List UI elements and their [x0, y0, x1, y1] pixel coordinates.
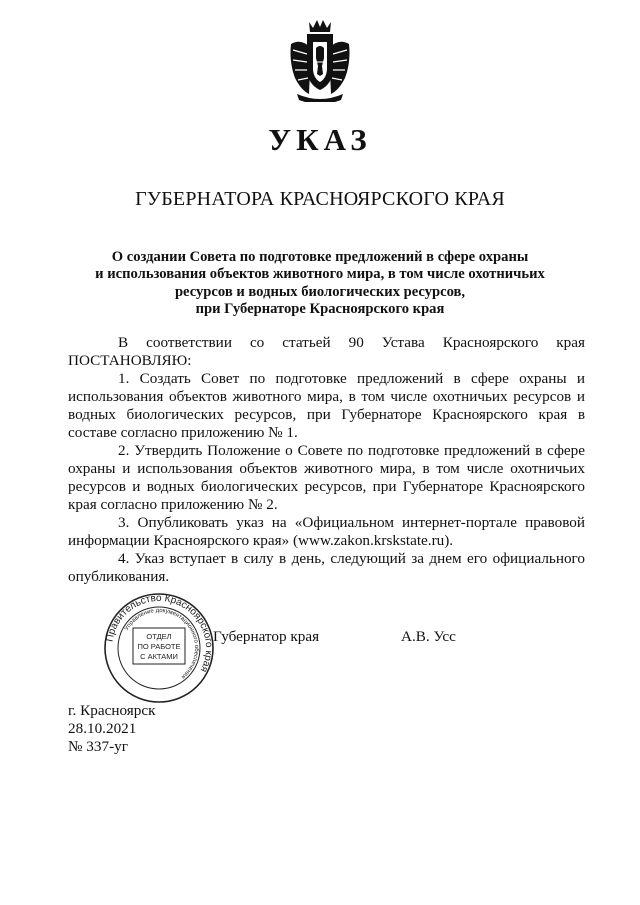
signatory-name: А.В. Усс: [401, 628, 456, 645]
preamble-word: В: [118, 334, 129, 351]
preamble: [68, 334, 585, 352]
stamp-box-line: ОТДЕЛ: [146, 632, 172, 641]
stamp-box-line: ПО РАБОТЕ: [137, 642, 181, 651]
preamble-word: со: [249, 334, 265, 351]
decree-item: 3. Опубликовать указ на «Официальном интернет-портале правовой информации Красноярского края» (www.zakon.krskstate.ru).: [68, 514, 585, 549]
heading-line: О создании Совета по подготовке предложений в сфере охраны: [111, 249, 529, 265]
signatory-position: Губернатор края: [213, 628, 320, 645]
preamble-word: 90: [348, 334, 364, 351]
preamble-word: Красноярского: [442, 334, 539, 351]
decree-body: [68, 334, 585, 586]
document-footer: [68, 702, 155, 756]
preamble-word: статьей: [282, 334, 331, 351]
document-date: 28.10.2021: [68, 720, 137, 737]
decree-heading: [60, 249, 580, 319]
document-number: № 337-уг: [68, 738, 128, 755]
stamp-outer-text: Правительство Красноярского края: [104, 592, 215, 674]
decree-item: 4. Указ вступает в силу в день, следующий за днем его официального опубликования.: [68, 550, 585, 585]
heading-line: и использования объектов животного мира, в том числе охотничьих: [95, 266, 545, 283]
decree-item: 1. Создать Совет по подготовке предложений в сфере охраны и использования объектов животного мира, в том числе охотничьих ресурсов и водных биологических ресурсов, при Губернаторе Красноярского края в составе согласно приложению № 1.: [68, 370, 585, 441]
coat-of-arms-icon: [287, 18, 353, 102]
heading-line: при Губернаторе Красноярского края: [195, 301, 445, 318]
preamble-word: Устава: [381, 334, 425, 351]
heading-line: ресурсов и водных биологических ресурсов,: [174, 283, 466, 300]
preamble-word: края: [556, 334, 585, 351]
official-stamp: [103, 592, 215, 704]
decree-word: ПОСТАНОВЛЯЮ:: [68, 352, 192, 369]
document-title: УКАЗ: [268, 122, 372, 157]
stamp-inner-text: Управление документационного обеспечения: [124, 607, 200, 680]
issuer-title: ГУБЕРНАТОРА КРАСНОЯРСКОГО КРАЯ: [135, 188, 505, 210]
stamp-box-line: С АКТАМИ: [140, 652, 178, 661]
preamble-word: соответствии: [146, 334, 232, 351]
decree-item: 2. Утвердить Положение о Совете по подготовке предложений в сфере охраны и использования объектов животного мира, в том числе охотничьих ресурсов и водных биологических ресурсов, при Губернаторе Красноярского края согласно приложению № 2.: [68, 442, 585, 513]
place-of-signing: г. Красноярск: [68, 702, 156, 719]
